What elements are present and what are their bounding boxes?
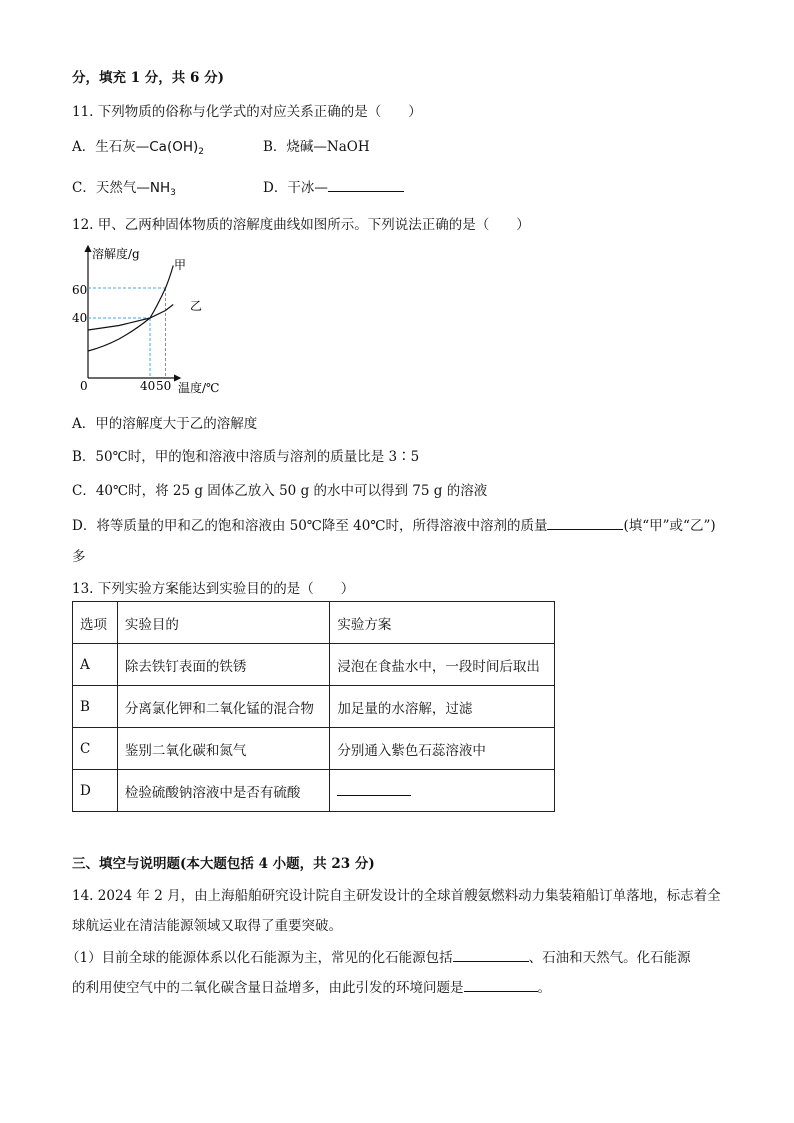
answer-blank[interactable]	[547, 516, 623, 530]
table-cell: 加足量的水溶解，过滤	[330, 686, 555, 728]
table-cell: 浸泡在食盐水中，一段时间后取出	[330, 644, 555, 686]
q14-part-1-line-2	[72, 976, 551, 996]
q12-option-d	[72, 514, 716, 534]
y-tick-label-40: 40	[72, 311, 88, 325]
table-cell: 分别通入紫色石蕊溶液中	[330, 728, 555, 770]
q14-part-1	[66, 946, 691, 966]
q12-option-d-hint: (填“甲”或“乙”)	[623, 518, 716, 534]
q11-option-c-formula	[150, 180, 176, 196]
x-axis-label: 温度/℃	[178, 381, 220, 395]
q11-option-d-text: D．干冰—	[263, 180, 328, 196]
section-header-tail: 分，填充 1 分，共 6 分)	[72, 70, 224, 86]
y-tick-label-60: 60	[72, 283, 88, 297]
q14-part-1-text: （1）目前全球的能源体系以化石能源为主，常见的化石能源包括	[66, 950, 453, 966]
formula-sub: 3	[170, 188, 176, 198]
curve-jia	[88, 266, 173, 352]
curve-yi	[88, 305, 173, 331]
q12-option-c: C．40℃时，将 25 g 固体乙放入 50 g 的水中可以得到 75 g 的溶液	[72, 483, 488, 499]
y-axis-label: 溶解度/g	[92, 247, 140, 261]
table-row	[73, 686, 555, 728]
q11-option-b: B．烧碱—NaOH	[263, 139, 370, 155]
formula-main: Ca(OH)	[149, 139, 199, 155]
x-tick-label-50: 50	[156, 379, 172, 393]
q11-option-a-text: A．生石灰—	[72, 139, 150, 155]
period: 。	[537, 980, 551, 996]
q11-option-d	[263, 176, 404, 196]
table-cell: 鉴别二氧化碳和氮气	[117, 728, 329, 770]
q14-part-1-text-cont: 、石油和天然气。化石能源	[528, 950, 691, 966]
table-row	[73, 770, 555, 812]
table-row	[73, 644, 555, 686]
answer-blank[interactable]	[328, 178, 404, 192]
origin-label: 0	[80, 379, 88, 393]
section-3-title: 三、填空与说明题(本大题包括 4 小题，共 23 分)	[72, 856, 375, 872]
table-cell: 检验硫酸钠溶液中是否有硫酸	[117, 770, 329, 812]
formula-main: NH	[149, 180, 171, 196]
table-cell: 分离氯化钾和二氧化锰的混合物	[117, 686, 329, 728]
q12-option-d-cont: 多	[72, 549, 86, 565]
answer-blank[interactable]	[464, 978, 538, 992]
solubility-chart	[72, 240, 252, 400]
curves	[88, 266, 173, 352]
table-cell: A	[73, 644, 118, 686]
q14-line-2: 球航运业在清洁能源领域又取得了重要突破。	[72, 918, 342, 934]
table-cell: 除去铁钉表面的铁锈	[117, 644, 329, 686]
q11-stem: 11. 下列物质的俗称与化学式的对应关系正确的是（ ）	[72, 104, 422, 120]
experiment-table	[72, 601, 555, 812]
q11-option-a	[72, 135, 204, 157]
table-cell: C	[73, 728, 118, 770]
table-cell	[330, 770, 555, 812]
table-header-cell: 实验目的	[117, 602, 329, 644]
table-header-cell: 实验方案	[330, 602, 555, 644]
curve-label-yi: 乙	[190, 299, 203, 313]
curve-label-jia: 甲	[174, 258, 187, 272]
table-cell: D	[73, 770, 118, 812]
q12-option-d-text: D．将等质量的甲和乙的饱和溶液由 50℃降至 40℃时，所得溶液中溶剂的质量	[72, 518, 548, 534]
q14-line-1: 14. 2024 年 2 月，由上海船舶研究设计院自主研发设计的全球首艘氨燃料动力集装箱船订单落地，标志着全	[72, 888, 721, 904]
table-header-cell: 选项	[73, 602, 118, 644]
q13-stem: 13. 下列实验方案能达到实验目的的是（ ）	[72, 581, 355, 597]
table-cell: B	[73, 686, 118, 728]
answer-blank[interactable]	[337, 782, 411, 796]
formula-sub: 2	[198, 147, 204, 157]
answer-blank[interactable]	[453, 948, 529, 962]
q14-part-1-line-2-text: 的利用使空气中的二氧化碳含量日益增多，由此引发的环境问题是	[72, 980, 464, 996]
q12-option-a: A．甲的溶解度大于乙的溶解度	[72, 416, 258, 432]
q12-stem: 12. 甲、乙两种固体物质的溶解度曲线如图所示。下列说法正确的是（ ）	[72, 217, 530, 233]
dashed-guides	[88, 288, 166, 378]
q11-option-a-formula	[149, 139, 204, 155]
x-tick-label-40: 40	[140, 379, 156, 393]
q12-option-b: B．50℃时，甲的饱和溶液中溶质与溶剂的质量比是 3∶5	[72, 449, 420, 465]
q11-option-c	[72, 176, 176, 198]
table-header-row	[73, 602, 555, 644]
table-row	[73, 728, 555, 770]
q11-option-c-text: C．天然气—	[72, 180, 150, 196]
